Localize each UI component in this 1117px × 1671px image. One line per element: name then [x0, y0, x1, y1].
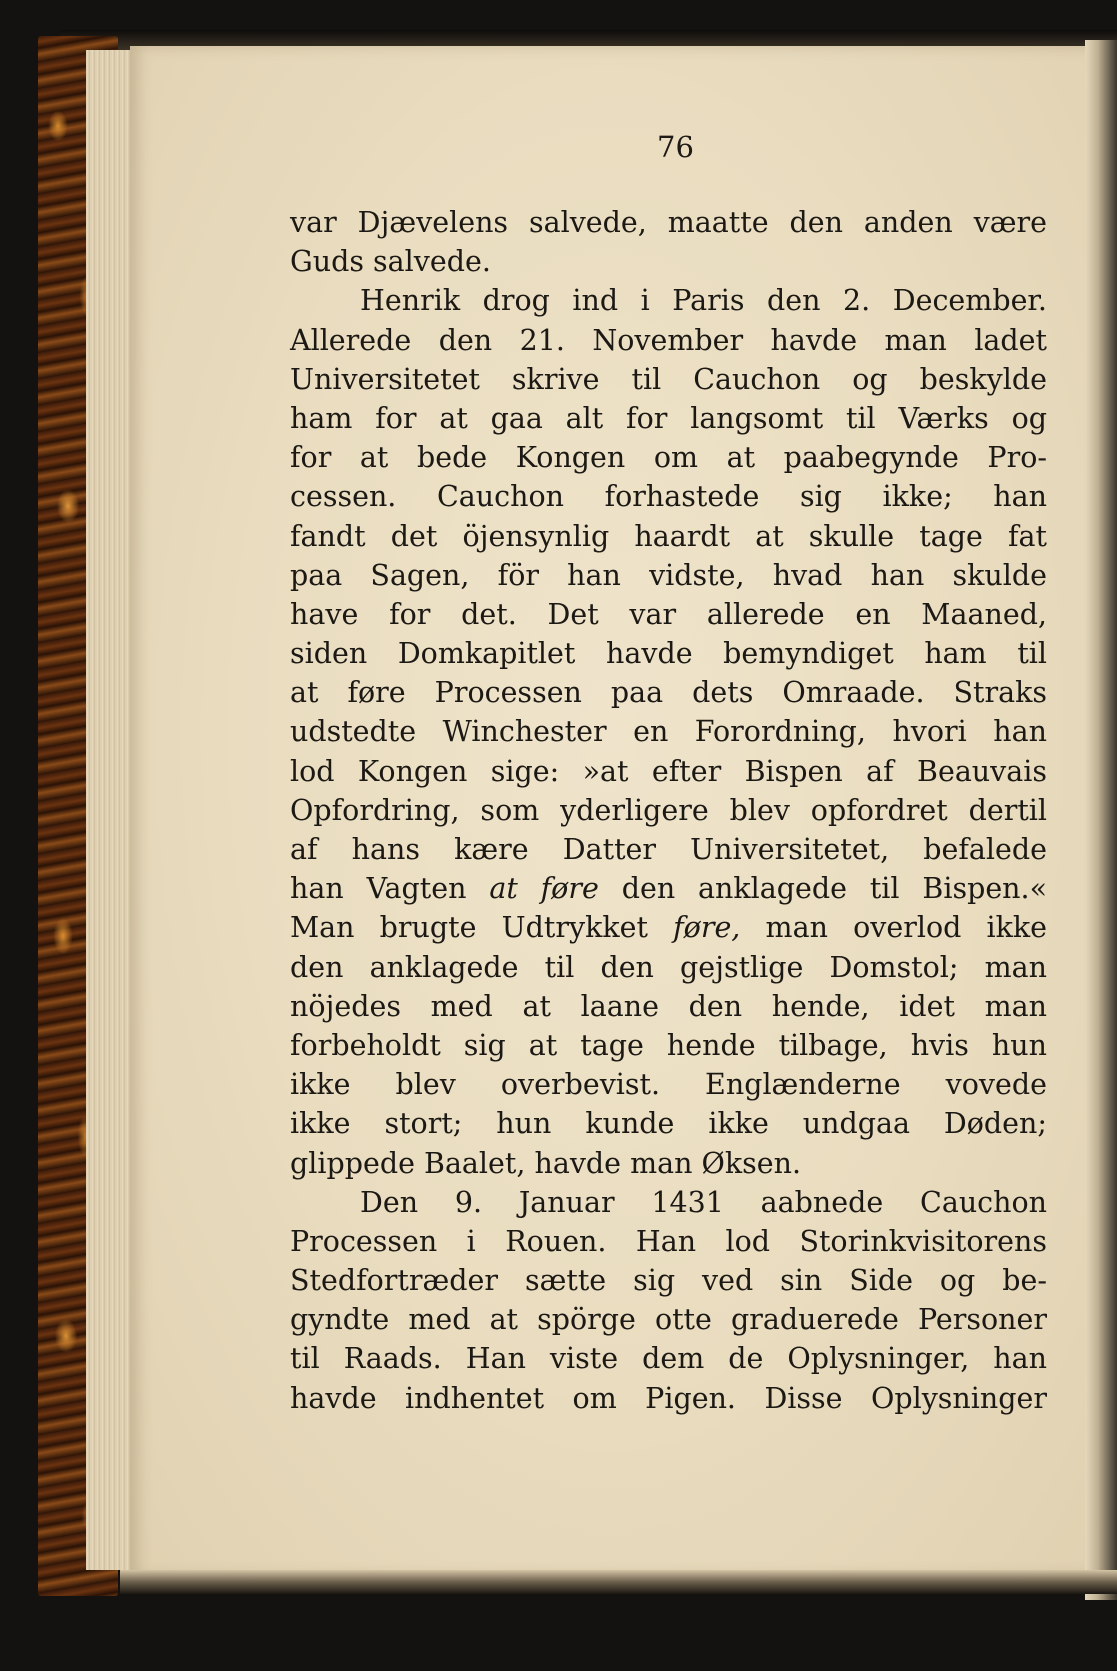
text-line: Stedfortræder sætte sig ved sin Side og be-: [290, 1264, 1047, 1298]
text-line: den anklagede til den gejstlige Domstol; man: [290, 950, 1047, 984]
page-number: 76: [657, 130, 694, 164]
text-line: ikke stort; hun kunde ikke undgaa Døden;: [290, 1107, 1047, 1141]
page-bottom-edge: [120, 1570, 1117, 1594]
italic-phrase: at føre: [489, 872, 599, 906]
text-line: Processen i Rouen. Han lod Storinkvisitorens: [290, 1224, 1047, 1258]
text-line: siden Domkapitlet havde bemyndiget ham til: [290, 637, 1047, 671]
italic-word: føre,: [673, 911, 741, 945]
text-line: Henrik drog ind i Paris den 2. December.: [360, 284, 1047, 318]
text-line: af hans kære Datter Universitetet, befalede: [290, 833, 1047, 866]
text-line-mixed: [290, 908, 1047, 947]
text-line: lod Kongen sige: »at efter Bispen af Beauvais: [290, 754, 1047, 788]
text-line: Den 9. Januar 1431 aabnede Cauchon: [360, 1185, 1047, 1219]
text-line: cessen. Cauchon forhastede sig ikke; han: [290, 480, 1047, 514]
text-line: Allerede den 21. November havde man ladet: [290, 323, 1047, 357]
text-line: Opfordring, som yderligere blev opfordret dertil: [290, 793, 1047, 827]
text-line: var Djævelens salvede, maatte den anden være: [290, 206, 1047, 239]
text-line: have for det. Det var allerede en Maaned,: [290, 597, 1047, 631]
text-line: Guds salvede.: [290, 245, 491, 279]
text-line: forbeholdt sig at tage hende tilbage, hvis hun: [290, 1028, 1047, 1062]
text-line: udstedte Winchester en Forordning, hvori han: [290, 715, 1047, 749]
text-line: glippede Baalet, havde man Øksen.: [290, 1146, 802, 1180]
text-line: nöjedes med at laane den hende, idet man: [290, 989, 1047, 1023]
page-right-edge: [1085, 40, 1117, 1600]
text-line: ham for at gaa alt for langsomt til Værks og: [290, 401, 1047, 435]
text-segment: man overlod ikke: [765, 911, 1048, 945]
text-line: ikke blev overbevist. Englænderne vovede: [290, 1068, 1047, 1102]
text-segment: han Vagten: [290, 872, 467, 906]
text-line: havde indhentet om Pigen. Disse Oplysninger: [290, 1381, 1047, 1415]
text-line: paa Sagen, för han vidste, hvad han skulde: [290, 558, 1047, 592]
text-segment: Man brugte Udtrykket: [290, 911, 648, 945]
text-line: at føre Processen paa dets Omraade. Straks: [290, 676, 1047, 710]
text-line: for at bede Kongen om at paabegynde Pro-: [290, 441, 1047, 475]
text-line-mixed: [290, 869, 1047, 908]
text-line: fandt det öjensynlig haardt at skulle tage fat: [290, 519, 1047, 553]
text-line: gyndte med at spörge otte graduerede Personer: [290, 1303, 1047, 1337]
text-line: til Raads. Han viste dem de Oplysninger, han: [290, 1342, 1047, 1376]
text-segment: den anklagede til Bispen.«: [621, 872, 1048, 906]
body-text: [290, 203, 1047, 1418]
text-line: Universitetet skrive til Cauchon og beskylde: [290, 362, 1047, 396]
